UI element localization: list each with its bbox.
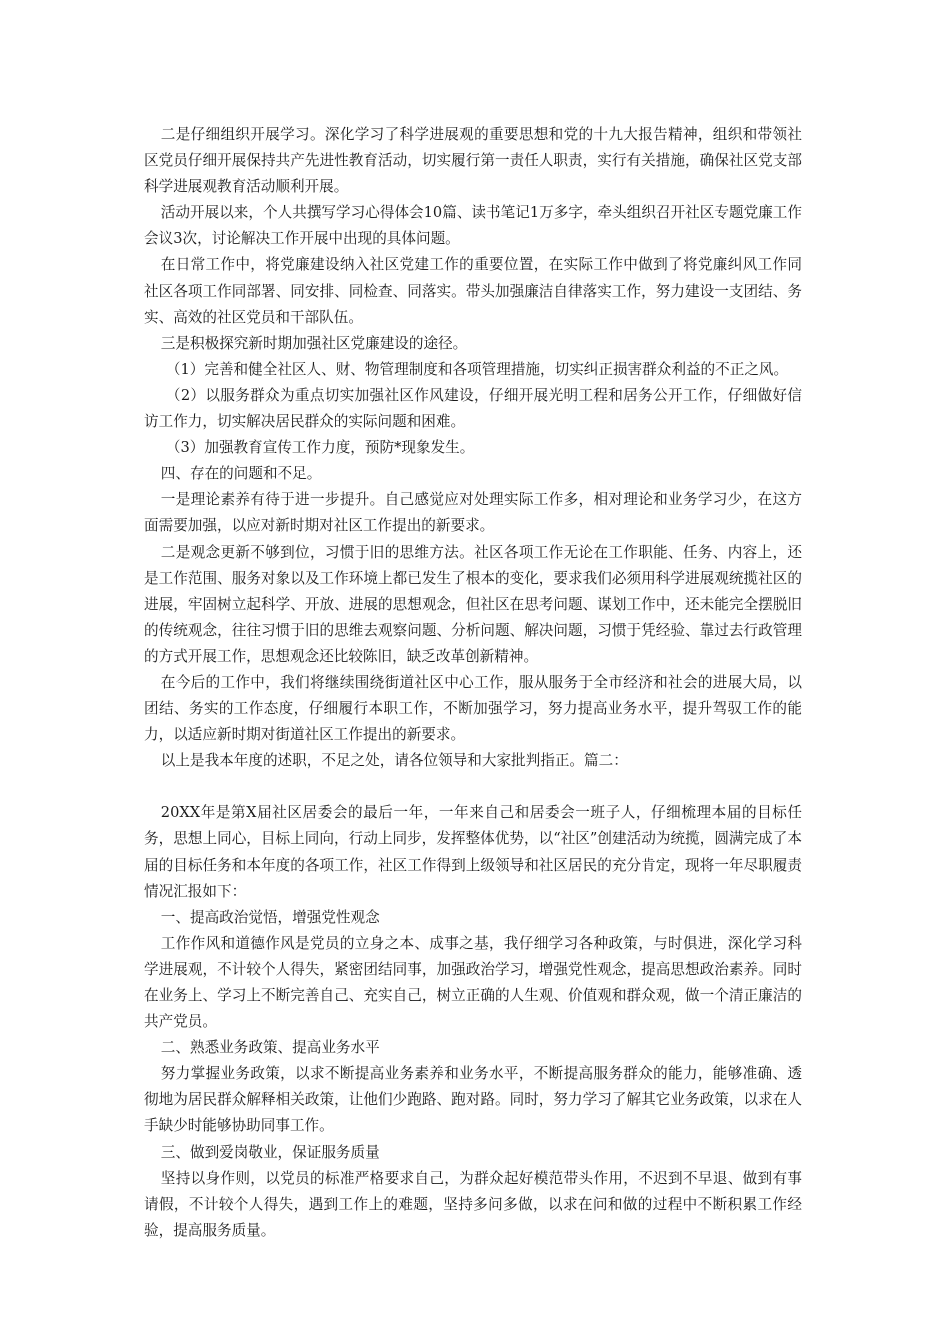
- paragraph: 活动开展以来，个人共撰写学习心得体会10篇、读书笔记1万多字，牵头组织召开社区专题党廉工作会议3次，讨论解决工作开展中出现的具体问题。: [144, 204, 802, 248]
- paragraph: 工作作风和道德作风是党员的立身之本、成事之基，我仔细学习各种政策，与时俱进，深化学习科学进展观，不计较个人得失，紧密团结同事，加强政治学习，增强党性观念，提高思想政治素养。同时在业务上、学习上不断完善自己、充实自己，树立正确的人生观、价值观和群众观，做一个清正廉洁的共产党员。: [144, 934, 802, 1031]
- paragraph: 努力掌握业务政策，以求不断提高业务素养和业务水平，不断提高服务群众的能力，能够准确、透彻地为居民群众解释相关政策，让他们少跑路、跑对路。同时，努力学习了解其它业务政策，以求在人手缺少时能够协助同事工作。: [144, 1065, 802, 1135]
- list-item: （3）加强教育宣传工作力度，预防*现象发生。: [165, 439, 475, 457]
- list-item: （1）完善和健全社区人、财、物管理制度和各项管理措施，切实纠正损害群众利益的不正之风。: [165, 360, 789, 378]
- section-heading: 三是积极探究新时期加强社区党廉建设的途径。: [160, 334, 468, 352]
- section-heading: 二、熟悉业务政策、提高业务水平: [160, 1039, 380, 1057]
- paragraph: 坚持以身作则，以党员的标准严格要求自己，为群众起好模范带头作用，不迟到不早退、做到有事请假，不计较个人得失，遇到工作上的难题，坚持多问多做，以求在问和做的过程中不断积累工作经验，提高服务质量。: [144, 1169, 802, 1239]
- section-heading: 四、存在的问题和不足。: [160, 465, 322, 483]
- paragraph-gap: [144, 774, 802, 800]
- paragraph: 一是理论素养有待于进一步提升。自己感觉应对处理实际工作多，相对理论和业务学习少，在这方面需要加强，以应对新时期对社区工作提出的新要求。: [144, 491, 802, 535]
- paragraph: 在今后的工作中，我们将继续围绕街道社区中心工作，服从服务于全市经济和社会的进展大局，以团结、务实的工作态度，仔细履行本职工作，不断加强学习，努力提高业务水平，提升驾驭工作的能力，以适应新时期对街道社区工作提出的新要求。: [144, 673, 802, 744]
- list-item: （2）以服务群众为重点切实加强社区作风建设，仔细开展光明工程和居务公开工作，仔细做好信访工作力，切实解决居民群众的实际问题和困难。: [144, 386, 802, 431]
- paragraph: 在日常工作中，将党廉建设纳入社区党建工作的重要位置，在实际工作中做到了将党廉纠风工作同社区各项工作同部署、同安排、同检查、同落实。带头加强廉洁自律落实工作，努力建设一支团结、务实、高效的社区党员和干部队伍。: [144, 256, 802, 326]
- paragraph: 二是观念更新不够到位，习惯于旧的思维方法。社区各项工作无论在工作职能、任务、内容上，还是工作范围、服务对象以及工作环境上都已发生了根本的变化，要求我们必须用科学进展观统揽社区的进展，牢固树立起科学、开放、进展的思想观念，但社区在思考问题、谋划工作中，还未能完全摆脱旧的传统观念，往往习惯于旧的思维去观察问题、分析问题、解决问题，习惯于凭经验、靠过去行政管理的方式开展工作，思想观念还比较陈旧，缺乏改革创新精神。: [144, 543, 802, 665]
- section-heading: 三、做到爱岗敬业，保证服务质量: [160, 1143, 380, 1161]
- paragraph: 二是仔细组织开展学习。深化学习了科学进展观的重要思想和党的十九大报告精神，组织和带领社区党员仔细开展保持共产先进性教育活动，切实履行第一责任人职责，实行有关措施，确保社区党支部科学进展观教育活动顺利开展。: [144, 126, 802, 196]
- section-heading: 一、提高政治觉悟，增强党性观念: [160, 908, 380, 926]
- document-body: [144, 122, 802, 1244]
- paragraph: 20XX年是第X届社区居委会的最后一年，一年来自己和居委会一班子人，仔细梳理本届的目标任务，思想上同心，目标上同向，行动上同步，发挥整体优势，以“社区”创建活动为统揽，圆满完成了本届的目标任务和本年度的各项工作，社区工作得到上级领导和社区居民的充分肯定，现将一年尽职履责情况汇报如下：: [144, 804, 802, 900]
- paragraph: 以上是我本年度的述职，不足之处，请各位领导和大家批判指正。篇二：: [160, 752, 628, 770]
